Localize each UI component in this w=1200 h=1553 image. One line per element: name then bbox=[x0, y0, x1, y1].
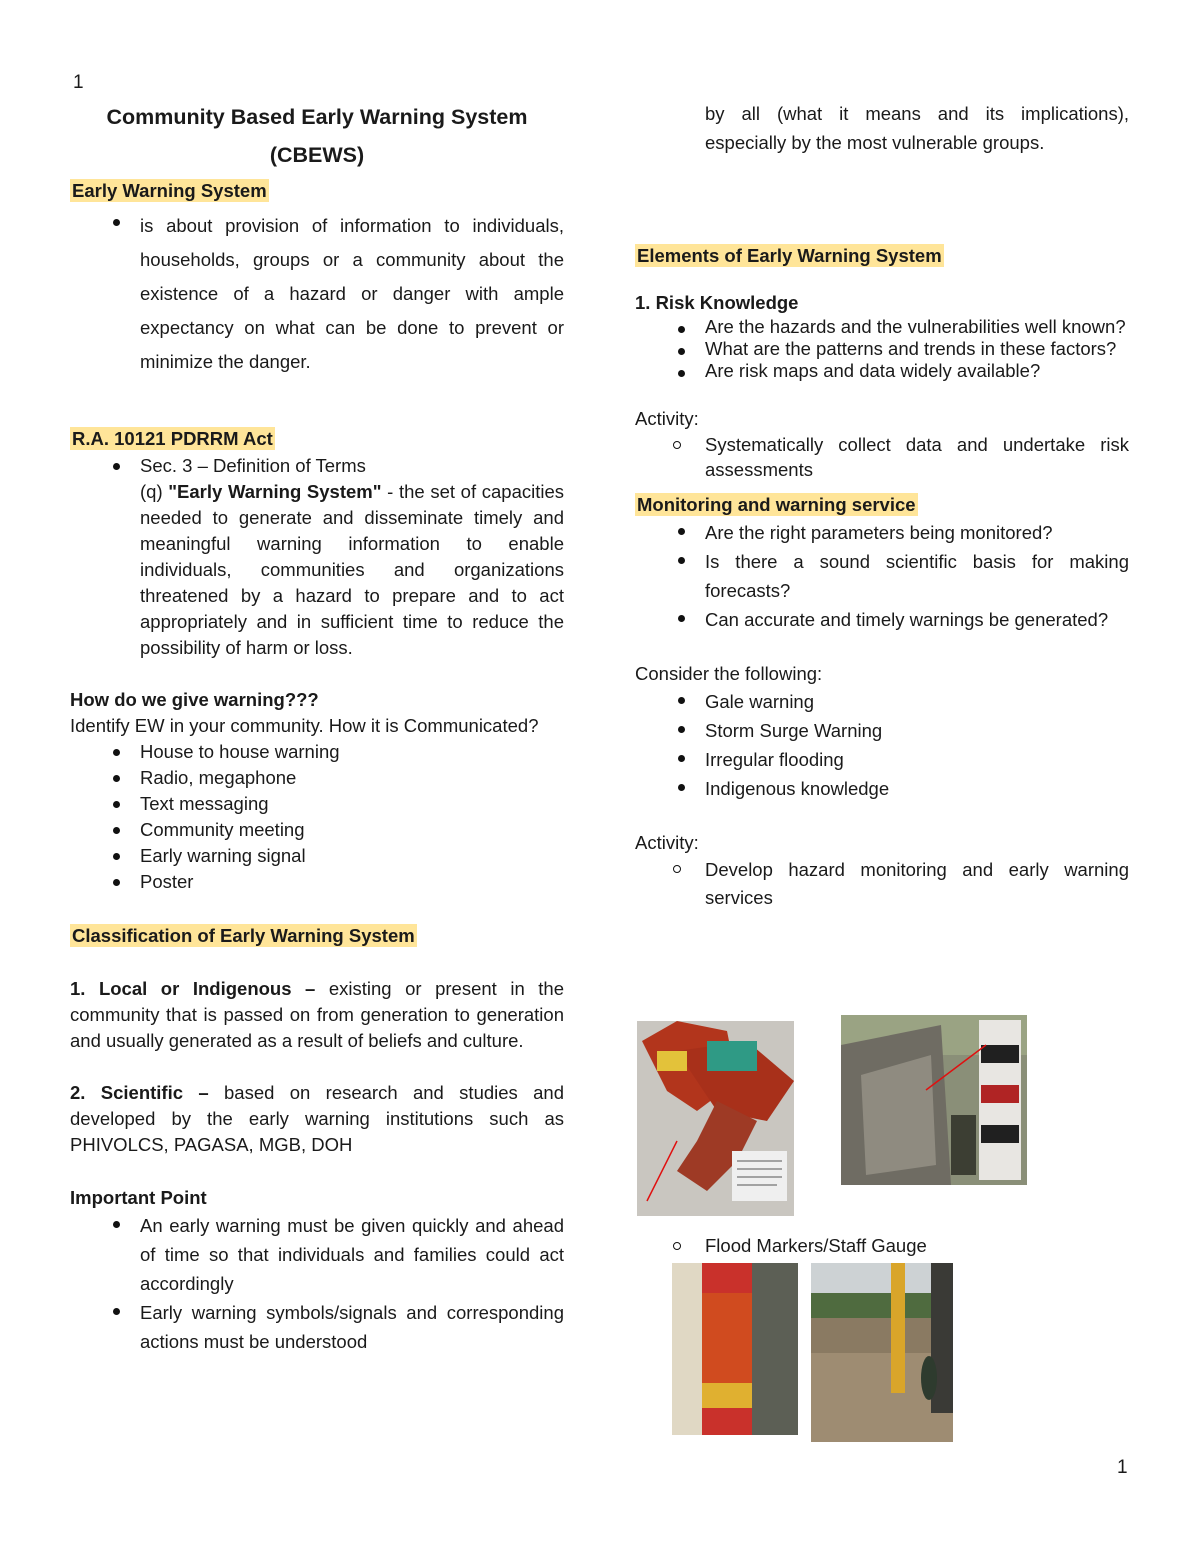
flood-marker-list bbox=[635, 1233, 1129, 1259]
warning-method-item: Poster bbox=[70, 869, 564, 895]
ra-q-label: (q) bbox=[140, 481, 169, 502]
warning-method-item: Text messaging bbox=[70, 791, 564, 817]
warning-method-item: House to house warning bbox=[70, 739, 564, 765]
ra-definition bbox=[140, 479, 564, 661]
activity-list-1 bbox=[635, 432, 1129, 482]
classification-heading: Classification of Early Warning System bbox=[72, 925, 415, 946]
title-line-1: Community Based Early Warning System bbox=[106, 105, 528, 129]
hazard-map-photo bbox=[637, 1021, 794, 1216]
scientific-paragraph bbox=[70, 1080, 564, 1158]
important-heading: Important Point bbox=[70, 1187, 207, 1208]
elements-heading: Elements of Early Warning System bbox=[637, 245, 942, 266]
ra-list bbox=[70, 453, 564, 661]
title-line-2: (CBEWS) bbox=[269, 143, 365, 167]
page-number-top: 1 bbox=[73, 72, 84, 93]
scientific-term: 2. Scientific – bbox=[70, 1082, 209, 1103]
consider-list bbox=[635, 687, 1129, 803]
warning-method-item: Radio, megaphone bbox=[70, 765, 564, 791]
consider-label: Consider the following: bbox=[635, 663, 823, 684]
ews-definition: is about provision of information to individuals, households, groups or a community about the existence of a hazard or danger with ample expectancy on what can be done to prevent or minimize the danger. bbox=[70, 209, 564, 379]
how-list bbox=[70, 739, 564, 895]
important-point-item: An early warning must be given quickly and ahead of time so that individuals and families could act accordingly bbox=[70, 1211, 564, 1298]
risk-question-item: Are risk maps and data widely available? bbox=[635, 360, 1129, 382]
important-list bbox=[70, 1211, 564, 1356]
ra-heading: R.A. 10121 PDRRM Act bbox=[72, 428, 273, 449]
ra-definition-text: - the set of capacities needed to generate and disseminate timely and meaningful warning information to enable individuals, communities and organizations threatened by a hazard to prepare and to act appropriately and in sufficient time to reduce the possibility of harm or loss. bbox=[140, 481, 565, 658]
how-subtitle: Identify EW in your community. How it is Communicated? bbox=[70, 715, 539, 736]
risk-question-item: What are the patterns and trends in these factors? bbox=[635, 338, 1129, 360]
monitoring-heading: Monitoring and warning service bbox=[637, 494, 916, 515]
river-flood-photo bbox=[811, 1263, 953, 1442]
warning-method-item: Community meeting bbox=[70, 817, 564, 843]
document-title bbox=[62, 98, 572, 174]
left-column bbox=[70, 98, 564, 1356]
scientific-definition: based on research and studies and developed by the early warning institutions such as PHIVOLCS, PAGASA, MGB, DOH bbox=[70, 1082, 564, 1155]
consider-item: Gale warning bbox=[635, 687, 1129, 716]
consider-item: Storm Surge Warning bbox=[635, 716, 1129, 745]
warning-method-item: Early warning signal bbox=[70, 843, 564, 869]
page-number-bottom: 1 bbox=[1117, 1457, 1128, 1478]
how-heading: How do we give warning??? bbox=[70, 689, 319, 710]
consider-item: Indigenous knowledge bbox=[635, 774, 1129, 803]
important-point-item: Early warning symbols/signals and corresponding actions must be understood bbox=[70, 1298, 564, 1356]
risk-question-item: Are the hazards and the vulnerabilities well known? bbox=[635, 316, 1129, 338]
risk-heading: 1. Risk Knowledge bbox=[635, 292, 799, 313]
activity-label-1: Activity: bbox=[635, 408, 699, 429]
activity-label-2: Activity: bbox=[635, 832, 699, 853]
activity-item-1: Systematically collect data and undertake risk assessments bbox=[635, 432, 1129, 482]
continued-text: by all (what it means and its implications), especially by the most vulnerable groups. bbox=[705, 103, 1129, 153]
staff-gauge-photo bbox=[672, 1263, 798, 1435]
monitoring-question-item: Can accurate and timely warnings be generated? bbox=[635, 605, 1129, 634]
activity-list-2 bbox=[635, 856, 1129, 912]
ra-term: "Early Warning System" bbox=[168, 481, 382, 502]
local-term: 1. Local or Indigenous – bbox=[70, 978, 316, 999]
ra-section: Sec. 3 – Definition of Terms bbox=[140, 455, 366, 476]
monitoring-question-item: Are the right parameters being monitored? bbox=[635, 518, 1129, 547]
local-definition: existing or present in the community that is passed on from generation to generation and usually generated as a result of beliefs and culture. bbox=[70, 978, 564, 1051]
risk-list bbox=[635, 316, 1129, 382]
activity-item-2: Develop hazard monitoring and early warning services bbox=[635, 856, 1129, 912]
local-paragraph bbox=[70, 976, 564, 1054]
monitoring-list bbox=[635, 518, 1129, 634]
ra-item bbox=[70, 453, 564, 661]
consider-item: Irregular flooding bbox=[635, 745, 1129, 774]
flood-marker-label: Flood Markers/Staff Gauge bbox=[635, 1233, 1129, 1259]
ews-list bbox=[70, 209, 564, 379]
monitoring-question-item: Is there a sound scientific basis for making forecasts? bbox=[635, 547, 1129, 605]
right-column bbox=[635, 98, 1129, 912]
ews-heading: Early Warning System bbox=[72, 180, 267, 201]
flood-marker-wall-photo bbox=[841, 1015, 1027, 1185]
